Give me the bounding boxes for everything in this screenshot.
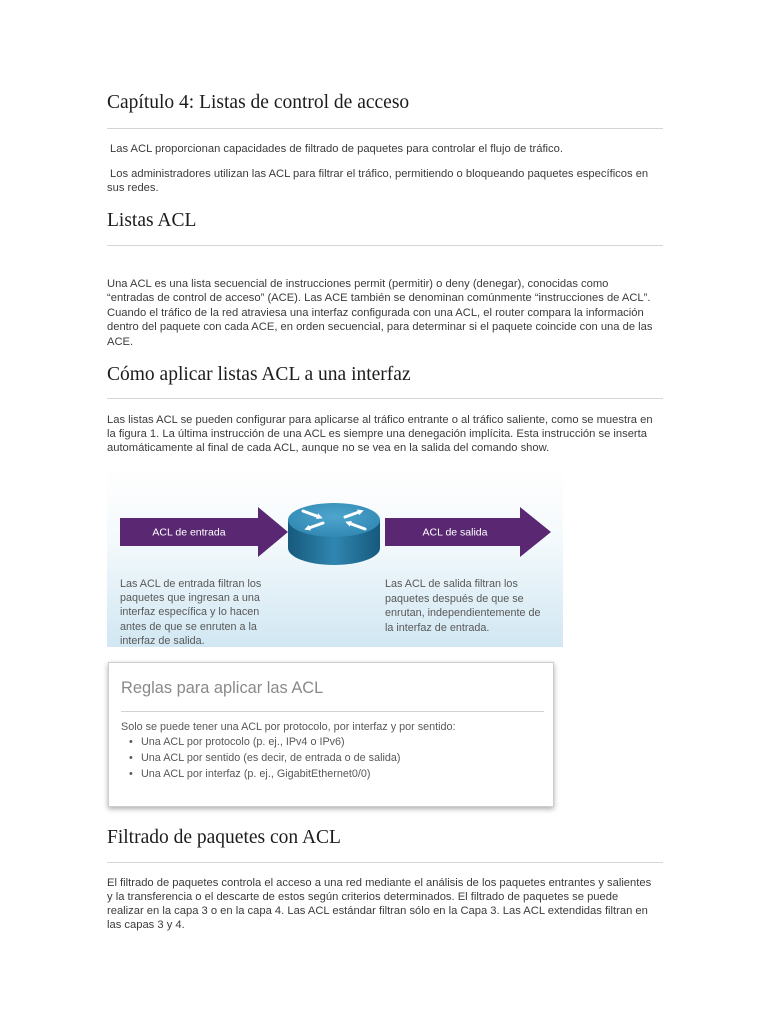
rules-panel-title: Reglas para aplicar las ACL [121, 679, 324, 697]
rules-list-item [141, 735, 345, 750]
inbound-description-line: antes de que se enruten a la [120, 621, 257, 633]
paragraph-line: Los administradores utilizan las ACL para filtrar el tráfico, permitiendo o bloqueando paquetes específicos en [110, 168, 649, 180]
paragraph-line: las capas 3 y 4. [107, 919, 185, 931]
rules-panel-divider [121, 711, 544, 712]
heading-divider [107, 128, 663, 129]
outbound-description-line: la interfaz de entrada. [385, 622, 490, 634]
router-icon [288, 503, 380, 565]
paragraph-line: Una ACL es una lista secuencial de instrucciones permit (permitir) o deny (denegar), conocidas como [107, 278, 609, 290]
rules-panel [108, 662, 554, 807]
paragraph-line: realizar en la capa 3 o en la capa 4. Las ACL estándar filtran sólo en la Capa 3. Las ACL extendidas filtran en [107, 905, 648, 917]
section-heading: Filtrado de paquetes con ACL [107, 827, 341, 848]
rules-panel-intro: Solo se puede tener una ACL por protocolo, por interfaz y por sentido: [121, 721, 456, 733]
inbound-description-line: Las ACL de entrada filtran los [120, 578, 262, 590]
paragraph-line: Las listas ACL se pueden configurar para aplicarse al tráfico entrante o al tráfico saliente, como se muestra en [107, 414, 653, 426]
rules-list-item [141, 767, 370, 782]
paragraph-line: El filtrado de paquetes controla el acceso a una red mediante el análisis de los paquetes entrantes y salientes [107, 877, 652, 889]
paragraph-line: ACE. [107, 336, 134, 348]
section-heading: Cómo aplicar listas ACL a una interfaz [107, 364, 411, 385]
paragraph-line: “entradas de control de acceso” (ACE). Las ACE también se denominan comúnmente “instrucciones de ACL”. [107, 292, 651, 304]
rules-list-item [141, 751, 400, 766]
inbound-description-line: interfaz de salida. [120, 635, 205, 647]
outbound-description-line: Las ACL de salida filtran los [385, 578, 518, 590]
router-top [288, 503, 380, 537]
bullet-icon [129, 735, 133, 750]
paragraph-line: Las ACL proporcionan capacidades de filtrado de paquetes para controlar el flujo de tráfico. [110, 143, 563, 155]
outbound-acl-label: ACL de salida [422, 526, 488, 539]
heading-divider [107, 862, 663, 863]
paragraph-line: Cuando el tráfico de la red atraviesa una interfaz configurada con una ACL, el router compara la información [107, 307, 644, 319]
heading-divider [107, 398, 663, 399]
chapter-title: Capítulo 4: Listas de control de acceso [107, 92, 410, 113]
inbound-description-line: paquetes que ingresan a una [120, 592, 260, 604]
section-heading: Listas ACL [107, 210, 197, 231]
inbound-description-line: interfaz específica y lo hacen [120, 606, 260, 618]
paragraph-line: automáticamente al final de cada ACL, aunque no se vea en la salida del comando show. [107, 442, 550, 454]
rules-list-item-text: Una ACL por sentido (es decir, de entrada o de salida) [141, 752, 401, 764]
rules-list-item-text: Una ACL por interfaz (p. ej., GigabitEthernet0/0) [141, 768, 371, 780]
outbound-description-line: paquetes después de que se [385, 593, 524, 605]
paragraph-line: dentro del paquete con cada ACE, en orden secuencial, para determinar si el paquete coincide con una de las [107, 321, 653, 333]
heading-divider [107, 245, 663, 246]
bullet-icon [129, 751, 133, 766]
paragraph-line: sus redes. [107, 182, 159, 194]
bullet-icon [129, 767, 133, 782]
rules-list-item-text: Una ACL por protocolo (p. ej., IPv4 o IPv6) [141, 736, 345, 748]
paragraph-line: la figura 1. La última instrucción de una ACL es siempre una denegación implícita. Esta instrucción se inserta [107, 428, 647, 440]
paragraph-line: y la transferencia o el descarte de estos según criterios determinados. El filtrado de paquetes se puede [107, 891, 619, 903]
acl-direction-figure [107, 467, 563, 647]
inbound-acl-label: ACL de entrada [152, 526, 226, 539]
outbound-description-line: enrutan, independientemente de [385, 607, 541, 619]
